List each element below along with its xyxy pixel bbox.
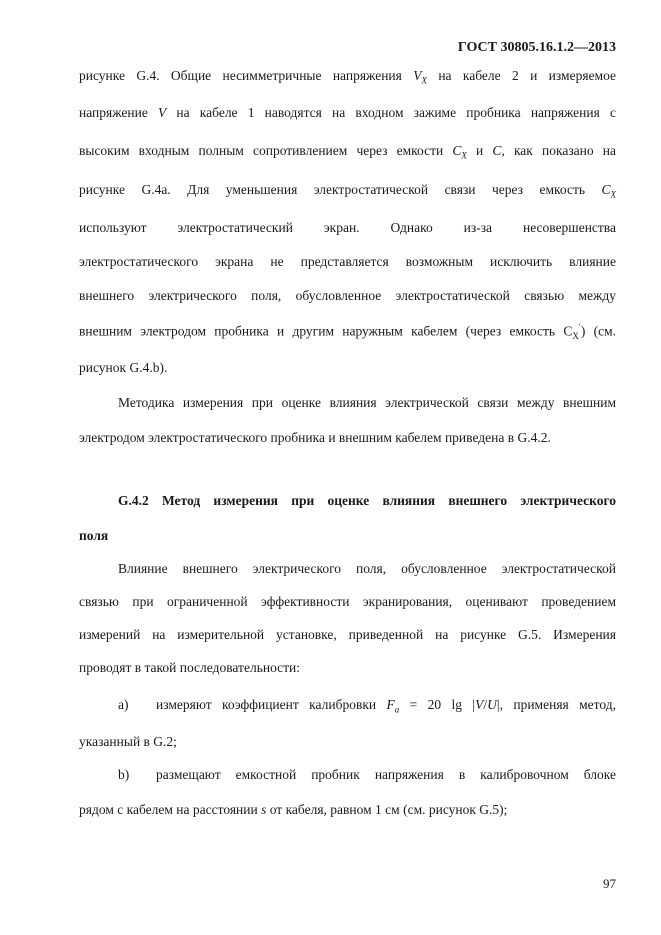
text-line: электростатического экрана не представляется возможным исключить влияние xyxy=(79,254,616,269)
text-line: Влияние внешнего электрического поля, обусловленное электростатической xyxy=(118,561,616,576)
text-line: рядом с кабелем на расстоянии s от кабеля, равном 1 см (см. рисунок G.5); xyxy=(79,802,508,817)
text-line: электродом электростатического пробника и внешним кабелем приведена в G.4.2. xyxy=(79,430,551,445)
text-line: внешним электродом пробника и другим наружным кабелем (через емкость $C_X'$) (см. xyxy=(79,322,617,342)
list-marker: b) xyxy=(118,767,130,782)
text-line: G.4.2 Метод измерения при оценке влияния внешнего электрического xyxy=(118,493,616,508)
text-line: используют электростатический экран. Однако из-за несовершенства xyxy=(79,220,616,235)
text-line: напряжение V на кабеле 1 наводятся на входном зажиме пробника напряжения с xyxy=(79,105,616,120)
text-line: проводят в такой последовательности: xyxy=(79,660,301,675)
document-header: ГОСТ 30805.16.1.2—2013 xyxy=(457,40,616,55)
text-line: Методика измерения при оценке влияния электрической связи между внешним xyxy=(118,395,616,410)
text-line: измерений на измерительной установке, приведенной на рисунке G.5. Измерения xyxy=(79,627,616,642)
text-line: b) размещают емкостной пробник напряжения в калибровочном блоке xyxy=(118,767,616,782)
text-line: рисунке G.4. Общие несимметричные напряжения $V_X$ на кабеле 2 и измеряемое xyxy=(79,68,616,86)
text-line: указанный в G.2; xyxy=(79,734,177,749)
page-number: 97 xyxy=(603,876,616,891)
text-line: рисунке G.4a. Для уменьшения электростатической связи через емкость $C_X$ xyxy=(79,182,616,200)
list-marker: a) xyxy=(118,697,129,712)
text-line: высоким входным полным сопротивлением через емкости $C_X$ и C, как показано на xyxy=(79,143,616,161)
text-line: поля xyxy=(79,528,109,543)
text-line: внешнего электрического поля, обусловленное электростатической связью между xyxy=(79,288,616,303)
text-line: связью при ограниченной эффективности экранирования, оценивают проведением xyxy=(79,594,616,609)
text-line: рисунок G.4.b). xyxy=(79,360,168,375)
text-line: a) измеряют коэффициент калибровки $F_a = 20$ lg |V/U|, применяя метод, xyxy=(118,697,616,715)
